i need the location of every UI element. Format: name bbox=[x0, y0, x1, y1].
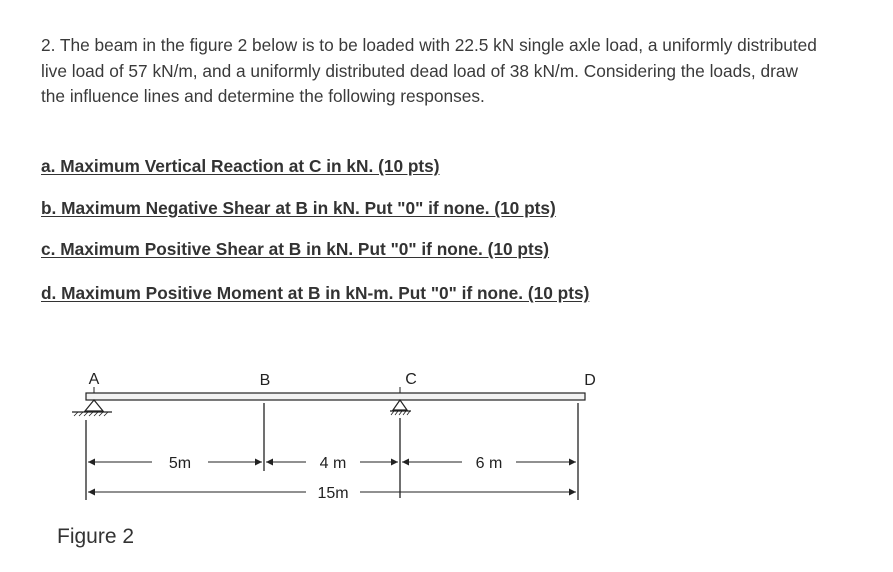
label-b: B bbox=[259, 372, 271, 389]
pin-support-a bbox=[72, 387, 112, 416]
beam bbox=[86, 393, 585, 400]
dimension-ab-label: 5m bbox=[168, 455, 192, 472]
problem-statement: 2. The beam in the figure 2 below is to be loaded with 22.5 kN single axle load, a uniformly distributed live load of 57 kN/m, and a uniformly distributed dead load of 38 kN/m. Considering the loads, draw the influence lines and determine the following responses. bbox=[41, 35, 817, 106]
figure-caption: Figure 2 bbox=[57, 525, 135, 548]
question-c: c. Maximum Positive Shear at B in kN. Put "0" if none. (10 pts) bbox=[41, 239, 550, 259]
question-d: d. Maximum Positive Moment at B in kN-m. Put "0" if none. (10 pts) bbox=[41, 283, 590, 303]
dimension-bc bbox=[266, 455, 398, 472]
dimension-ab bbox=[88, 455, 262, 472]
dimension-bc-label: 4 m bbox=[319, 455, 347, 472]
pin-support-c bbox=[390, 387, 411, 415]
question-b: b. Maximum Negative Shear at B in kN. Put "0" if none. (10 pts) bbox=[41, 198, 556, 218]
dimension-ad bbox=[88, 485, 576, 502]
question-a: a. Maximum Vertical Reaction at C in kN. (10 pts) bbox=[41, 156, 440, 176]
label-d: D bbox=[584, 372, 596, 389]
dimension-cd-label: 6 m bbox=[475, 455, 503, 472]
dimension-cd bbox=[402, 455, 576, 472]
beam-figure bbox=[0, 360, 893, 572]
label-a: A bbox=[88, 371, 100, 388]
dimension-ad-label: 15m bbox=[317, 485, 349, 502]
label-c: C bbox=[405, 371, 417, 388]
